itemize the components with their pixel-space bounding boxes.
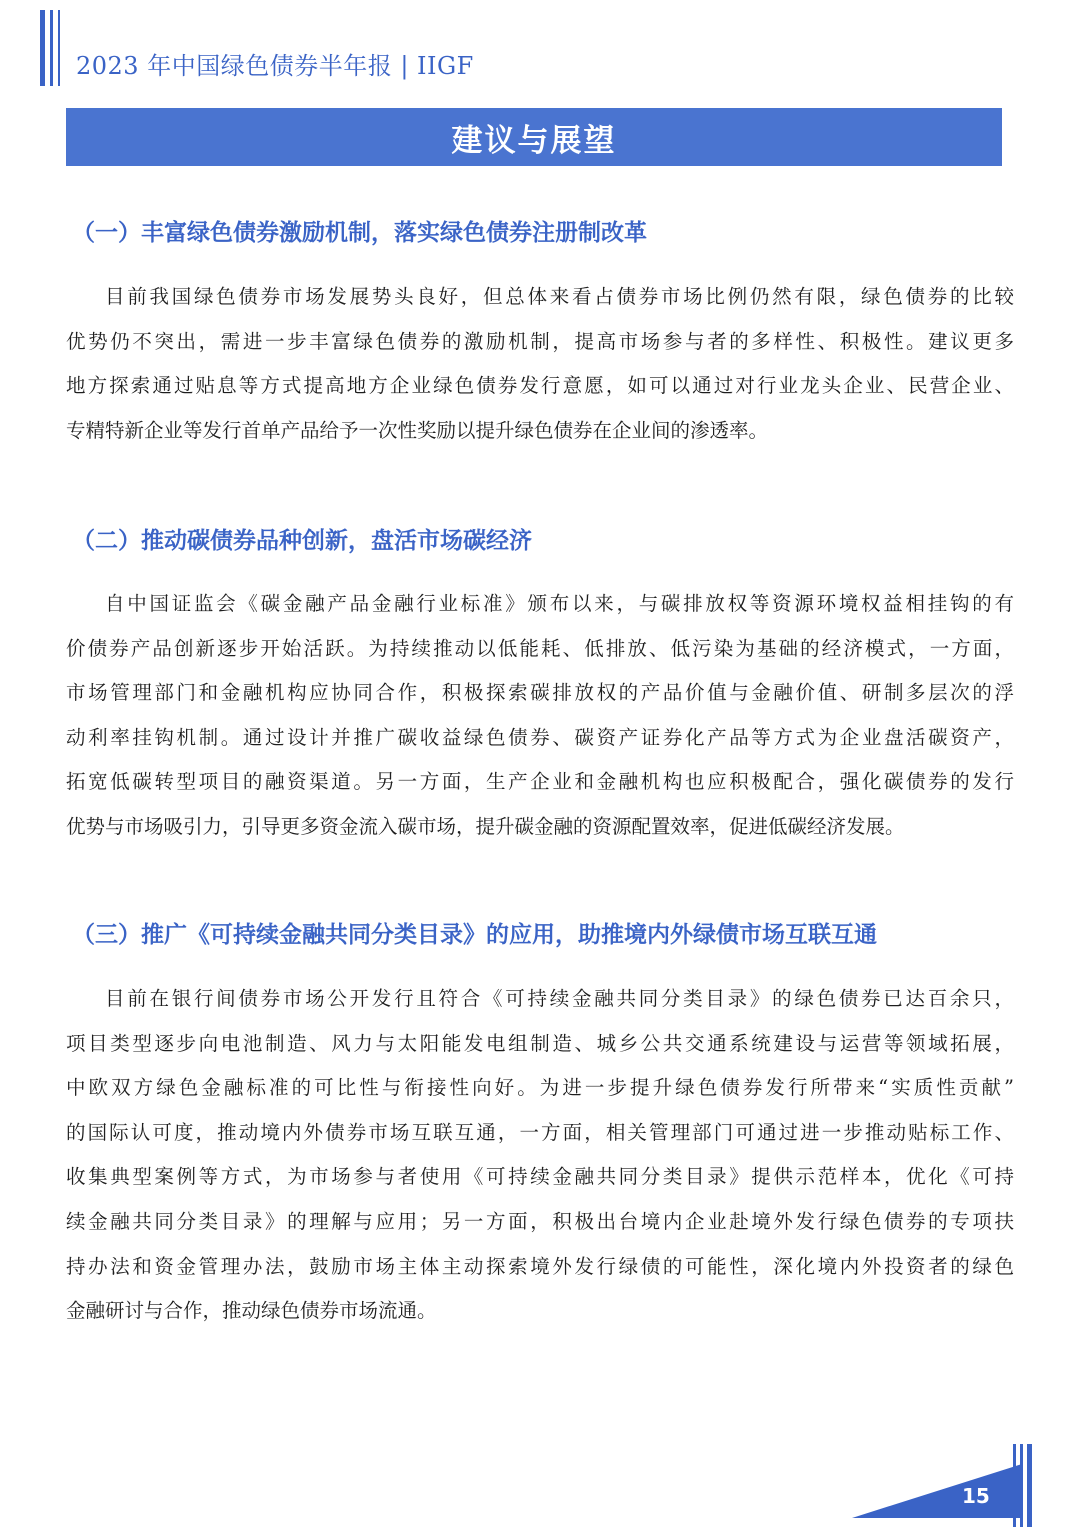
header-decoration-bars [40,10,70,86]
section-heading-2: （二）推动碳债券品种创新，盘活市场碳经济 [72,528,532,554]
section-heading-3: （三）推广《可持续金融共同分类目录》的应用，助推境内外绿债市场互联互通 [72,922,877,948]
paragraph-line: 目前我国绿色债券市场发展势头良好，但总体来看占债券市场比例仍然有限，绿色债券的比较 [105,285,1014,308]
section-heading-1: （一）丰富绿色债券激励机制，落实绿色债券注册制改革 [72,220,647,246]
chapter-title: 建议与展望 [451,122,617,159]
section-paragraph-3 [66,977,1014,1334]
paragraph-line: 优势与市场吸引力，引导更多资金流入碳市场，提升碳金融的资源配置效率，促进低碳经济发展。 [66,814,905,838]
paragraph-line: 价债券产品创新逐步开始活跃。为持续推动以低能耗、低排放、低污染为基础的经济模式，一方面， [66,636,1014,660]
section-paragraph-1 [66,275,1014,453]
paragraph-line: 拓宽低碳转型项目的融资渠道。另一方面，生产企业和金融机构也应积极配合，强化碳债券的发行 [66,770,1014,794]
footer-triangle-decoration [852,1464,1022,1518]
section-paragraph-2 [66,582,1014,850]
paragraph-line: 金融研讨与合作，推动绿色债券市场流通。 [66,1299,437,1323]
paragraph-line: 收集典型案例等方式，为市场参与者使用《可持续金融共同分类目录》提供示范样本，优化《可持 [66,1165,1014,1189]
footer-decoration-bars [1013,1444,1035,1527]
paragraph-line: 持办法和资金管理办法，鼓励市场主体主动探索境外发行绿债的可能性，深化境内外投资者的绿色 [66,1254,1014,1278]
paragraph-line: 目前在银行间债券市场公开发行且符合《可持续金融共同分类目录》的绿色债券已达百余只， [105,987,1014,1010]
paragraph-line: 中欧双方绿色金融标准的可比性与衔接性向好。为进一步提升绿色债券发行所带来“实质性贡献” [66,1076,1014,1100]
paragraph-line: 续金融共同分类目录》的理解与应用；另一方面，积极出台境内企业赴境外发行绿色债券的专项扶 [66,1209,1014,1233]
paragraph-line: 地方探索通过贴息等方式提高地方企业绿色债券发行意愿，如可以通过对行业龙头企业、民营企业、 [66,374,1014,398]
page-number: 15 [962,1484,990,1508]
paragraph-line: 自中国证监会《碳金融产品金融行业标准》颁布以来，与碳排放权等资源环境权益相挂钩的有 [105,592,1014,615]
paragraph-line: 优势仍不突出，需进一步丰富绿色债券的激励机制，提高市场参与者的多样性、积极性。建议更多 [66,329,1014,353]
paragraph-line: 专精特新企业等发行首单产品给予一次性奖励以提升绿色债券在企业间的渗透率。 [66,418,769,442]
paragraph-line: 动利率挂钩机制。通过设计并推广碳收益绿色债券、碳资产证券化产品等方式为企业盘活碳资产， [66,725,1014,749]
paragraph-line: 的国际认可度，推动境内外债券市场互联互通，一方面，相关管理部门可通过进一步推动贴标工作、 [66,1120,1014,1144]
paragraph-line: 项目类型逐步向电池制造、风力与太阳能发电组制造、城乡公共交通系统建设与运营等领域拓展， [66,1031,1014,1055]
chapter-banner [66,108,1002,166]
running-header-title: 2023 年中国绿色债券半年报 | IIGF [76,52,474,80]
paragraph-line: 市场管理部门和金融机构应协同合作，积极探索碳排放权的产品价值与金融价值、研制多层次的浮 [66,681,1014,705]
